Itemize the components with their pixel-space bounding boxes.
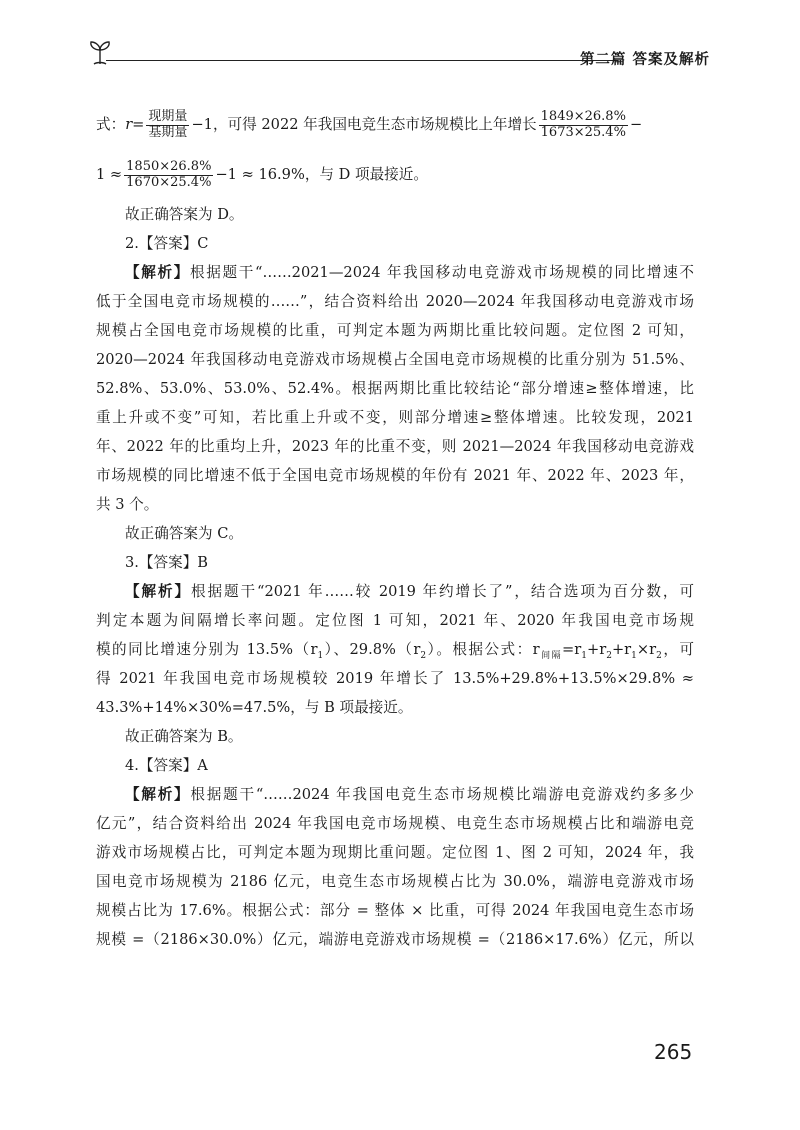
subscript: 2 [420,650,427,661]
formula-text: −1，可得 2022 年我国电竞生态市场规模比上年增长 [191,116,537,133]
fraction-numerator: 1850×26.8% [126,159,212,175]
page-number: 265 [654,1040,693,1064]
formula-tail: − [629,116,643,133]
subscript: 间隔 [539,650,563,661]
analysis-tag: 【解析】 [125,786,191,803]
q4-analysis-line [96,780,694,809]
q2-analysis-line: 52.8%、53.0%、53.0%、52.4%。根据两期比重比较结论“部分增速≥整体增速，比 [96,380,694,397]
q2-answer-label: 2.【答案】C [125,235,209,252]
analysis-tag: 【解析】 [125,583,192,600]
q4-analysis-line: 规模占比为 17.6%。根据公式：部分 = 整体 × 比重，可得 2024 年我国电竞生态市场 [96,902,694,919]
q2-analysis-line: 重上升或不变”可知，若比重上升或不变，则部分增速≥整体增速。比较发现，2021 [96,409,694,426]
text: ，可 [661,641,694,658]
q2-analysis-line: 低于全国电竞市场规模的……”，结合资料给出 2020—2024 年我国移动电竞游戏市场 [96,293,694,310]
subscript: 1 [631,650,637,661]
analysis-text: 根据题干“……2024 年我国电竞生态市场规模比端游电竞游戏约多多少 [190,786,694,803]
text: 模的同比增速分别为 13.5%（r [96,641,318,658]
analysis-tag: 【解析】 [125,264,191,281]
q3-analysis-line: 43.3%+14%×30%=47.5%，与 B 项最接近。 [96,699,413,716]
q3-analysis-line: 得 2021 年我国电竞市场规模较 2019 年增长了 13.5%+29.8%+13.5%×29.8% ≈ [96,670,694,687]
page-header [86,38,716,78]
q1-conclusion: 故正确答案为 D。 [125,206,244,223]
fraction-denominator: 1670×25.4% [126,174,212,190]
q2-analysis-line: 市场规模的同比增速不低于全国电竞市场规模的年份有 2021 年、2022 年、2023 年， [96,467,694,484]
text: =r [562,641,582,658]
subscript: 1 [581,650,587,661]
fraction-current-over-base [146,110,189,140]
q3-analysis-line [96,635,694,664]
subscript: 2 [656,650,662,661]
text: ）、29.8%（r [323,641,421,658]
analysis-text: 根据题干“……2021—2024 年我国移动电竞游戏市场规模的同比增速不 [190,264,694,281]
q2-analysis-line [96,258,694,287]
q3-analysis-line [96,577,694,606]
q2-analysis-line: 2020—2024 年我国移动电竞游戏市场规模占全国电竞市场规模的比重分别为 51.5%、 [96,351,694,368]
formula-prefix: 1 ≈ [96,166,123,183]
text: +r [587,641,607,658]
q2-analysis-line: 规模占全国电竞市场规模的比重，可判定本题为两期比重比较问题。定位图 2 可知， [96,322,694,339]
formula-variable: r= [125,116,145,133]
formula-prefix: 式： [96,116,126,133]
q4-answer-label: 4.【答案】A [125,757,208,774]
fraction-denominator: 1673×25.4% [540,124,626,140]
q2-analysis-line: 共 3 个。 [96,496,159,513]
subscript: 1 [317,650,324,661]
text: +r [611,641,632,658]
q3-conclusion: 故正确答案为 B。 [125,728,243,745]
formula-line-2 [96,150,694,200]
q4-analysis-line: 游戏市场规模占比，可判定本题为现期比重问题。定位图 1、图 2 可知，2024 年，我 [96,844,694,861]
q2-analysis-line: 年、2022 年的比重均上升，2023 年的比重不变，则 2021—2024 年我国移动电竞游戏 [96,438,694,455]
q4-analysis-line: 亿元”，结合资料给出 2024 年我国电竞市场规模、电竞生态市场规模占比和端游电竞 [96,815,694,832]
subscript: 2 [606,650,612,661]
text: ×r [636,641,657,658]
fraction-numerator: 现期量 [148,109,188,125]
q4-analysis-line: 规模 =（2186×30.0%）亿元，端游电竞游戏市场规模 =（2186×17.6%）亿元，所以 [96,931,694,948]
header-title: 第二篇 答案及解析 [579,52,710,68]
fraction-approx [124,160,213,190]
page-content [96,100,694,954]
q3-answer-label: 3.【答案】B [125,554,209,571]
text: ）。根据公式：r [426,641,540,658]
header-rule [106,60,618,61]
fraction-growth [539,110,628,140]
fraction-denominator: 基期量 [148,124,188,140]
fraction-numerator: 1849×26.8% [540,109,626,125]
formula-text: −1 ≈ 16.9%，与 D 项最接近。 [215,166,428,183]
q3-analysis-line: 判定本题为间隔增长率问题。定位图 1 可知，2021 年、2020 年我国电竞市场规 [96,612,694,629]
sprout-icon [86,38,116,68]
formula-line-1 [96,100,694,150]
analysis-text: 根据题干“2021 年……较 2019 年约增长了”，结合选项为百分数，可 [191,583,694,600]
q2-conclusion: 故正确答案为 C。 [125,525,243,542]
q4-analysis-line: 国电竞市场规模为 2186 亿元，电竞生态市场规模占比为 30.0%，端游电竞游戏市场 [96,873,694,890]
